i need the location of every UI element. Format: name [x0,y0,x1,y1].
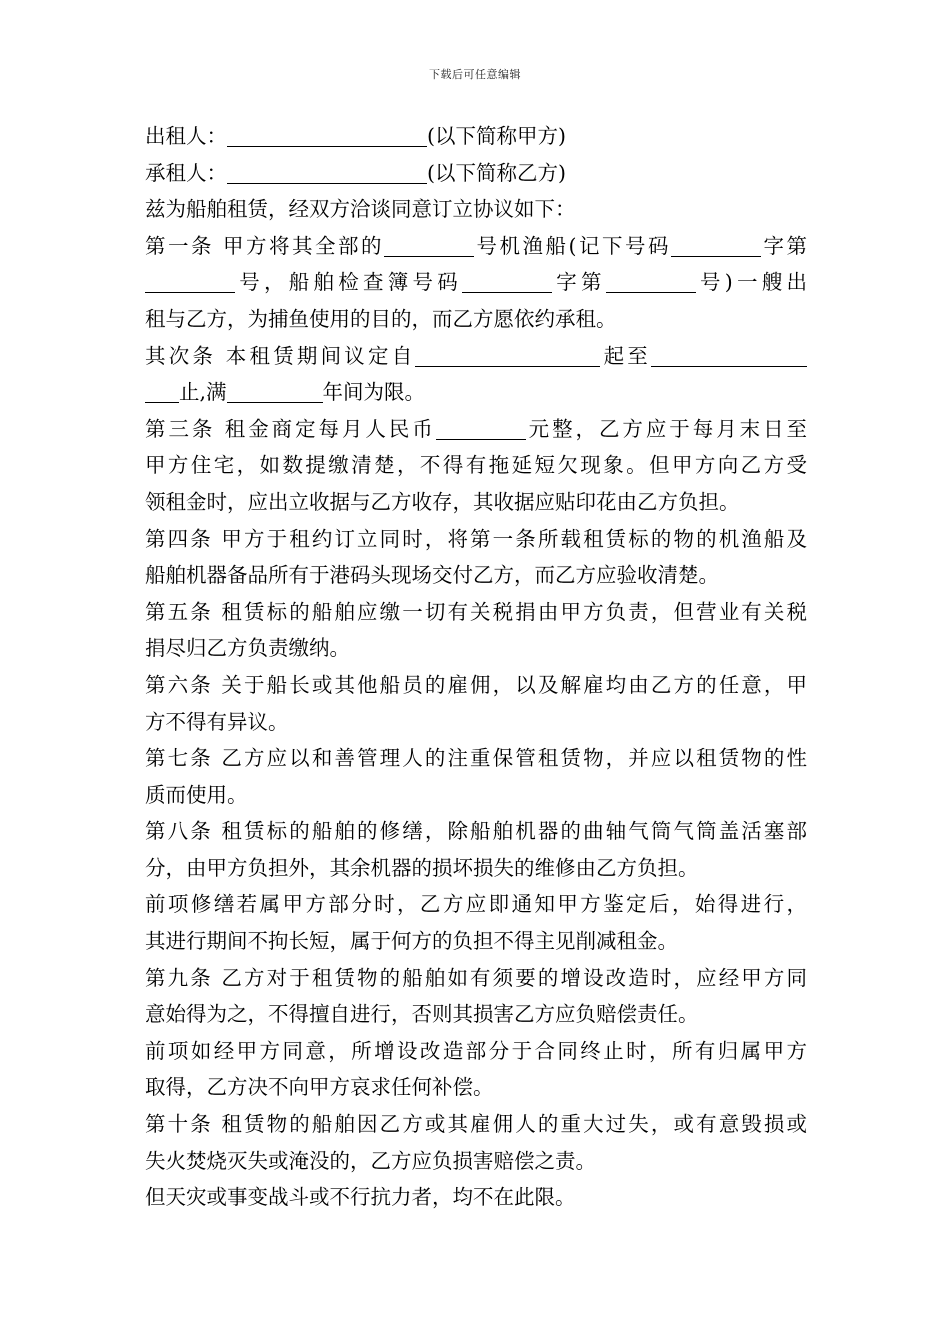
article-3-line-2: 甲方住宅，如数提缴清楚，不得有拖延短欠现象。但甲方向乙方受 [145,453,807,478]
article-2-line-2 [145,374,807,411]
article-1-blank-inspect-no[interactable] [606,270,696,293]
article-1-blank-reg-no[interactable] [145,270,235,293]
article-1-line-2 [145,264,807,301]
article-2-blank-start-date[interactable] [415,344,600,367]
lessee-label: 承租人： [145,160,227,185]
article-5-line-2: 捐尽归乙方负责缴纳。 [145,636,350,661]
article-10-line-3: 但天灾或事变战斗或不行抗力者，均不在此限。 [145,1185,576,1210]
page-header-note: 下载后可任意编辑 [429,68,521,81]
article-3-blank-rent[interactable] [436,417,526,440]
article-9-line-4: 取得，乙方决不向甲方哀求任何补偿。 [145,1075,494,1100]
article-5-line-1: 第五条 租赁标的船舶应缴一切有关税捐由甲方负责，但营业有关税 [145,599,807,624]
article-2-line-1 [145,338,807,375]
article-4-line-2: 船舶机器备品所有于港码头现场交付乙方，而乙方应验收清楚。 [145,563,719,588]
article-2-blank-end-date[interactable] [651,344,807,367]
article-4-line-1: 第四条 甲方于租约订立同时，将第一条所载租赁标的物的机渔船及 [145,526,807,551]
article-1-blank-inspect-word[interactable] [462,270,552,293]
contract-body [145,118,807,1216]
article-1-text: 字第 [552,270,606,295]
article-2-blank-end-date-cont[interactable] [145,380,179,403]
lessee-line [145,155,807,192]
article-3-text: 第三条 租金商定每月人民币 [145,416,436,441]
article-2-text: 年间为限。 [322,380,426,405]
article-2-text: 起至 [600,343,651,368]
article-1-text: 字第 [761,233,807,258]
lessor-blank[interactable] [227,124,427,147]
article-10-line-2: 失火焚烧灭失或淹没的，乙方应负损害赔偿之责。 [145,1148,596,1173]
article-8-line-2: 分，由甲方负担外，其余机器的损坏损失的维修由乙方负担。 [145,855,699,880]
article-1-line-1 [145,228,807,265]
article-2-blank-years[interactable] [227,380,323,403]
article-8-line-3: 前项修缮若属甲方部分时，乙方应即通知甲方鉴定后，始得进行， [145,892,807,917]
article-6-line-2: 方不得有异议。 [145,709,289,734]
article-9-line-2: 意始得为之，不得擅自进行，否则其损害乙方应负赔偿责任。 [145,1002,699,1027]
article-1-text: 号，船舶检查簿号码 [235,270,462,295]
article-1-blank-reg-word[interactable] [671,234,761,257]
article-10-line-1: 第十条 租赁物的船舶因乙方或其雇佣人的重大过失，或有意毁损或 [145,1112,807,1137]
article-7-line-2: 质而使用。 [145,782,248,807]
article-2-text: 其次条 本租赁期间议定自 [145,343,416,368]
article-3-text: 元整，乙方应于每月末日至 [525,416,808,441]
article-1-blank-boat-no[interactable] [384,234,474,257]
article-8-line-1: 第八条 租赁标的船舶的修缮，除船舶机器的曲轴气筒气筒盖活塞部 [145,819,807,844]
article-1-text: 号)一艘出 [695,270,807,295]
article-1-text: 第一条 甲方将其全部的 [145,233,385,258]
article-7-line-1: 第七条 乙方应以和善管理人的注重保管租赁物，并应以租赁物的性 [145,746,807,771]
article-1-line-3: 租与乙方，为捕鱼使用的目的，而乙方愿依约承租。 [145,306,617,331]
article-2-text: 止,满 [179,380,227,405]
article-9-line-1: 第九条 乙方对于租赁物的船舶如有须要的增设改造时，应经甲方同 [145,965,807,990]
article-3-line-3: 领租金时，应出立收据与乙方收存，其收据应贴印花由乙方负担。 [145,489,740,514]
article-6-line-1: 第六条 关于船长或其他船员的雇佣，以及解雇均由乙方的任意，甲 [145,672,807,697]
lessor-label: 出租人： [145,124,227,148]
article-1-text: 号机渔船(记下号码 [474,233,671,258]
intro-line: 兹为船舶租赁，经双方洽谈同意订立协议如下： [145,197,576,222]
article-8-line-4: 其进行期间不拘长短，属于何方的负担不得主见削减租金。 [145,929,678,954]
lessee-blank[interactable] [227,161,427,184]
lessee-suffix: (以下简称乙方) [427,160,566,185]
lessor-suffix: (以下简称甲方) [427,124,566,148]
article-9-line-3: 前项如经甲方同意，所增设改造部分于合同终止时，所有归属甲方 [145,1038,807,1063]
lessor-line [145,118,807,155]
article-3-line-1 [145,411,807,448]
